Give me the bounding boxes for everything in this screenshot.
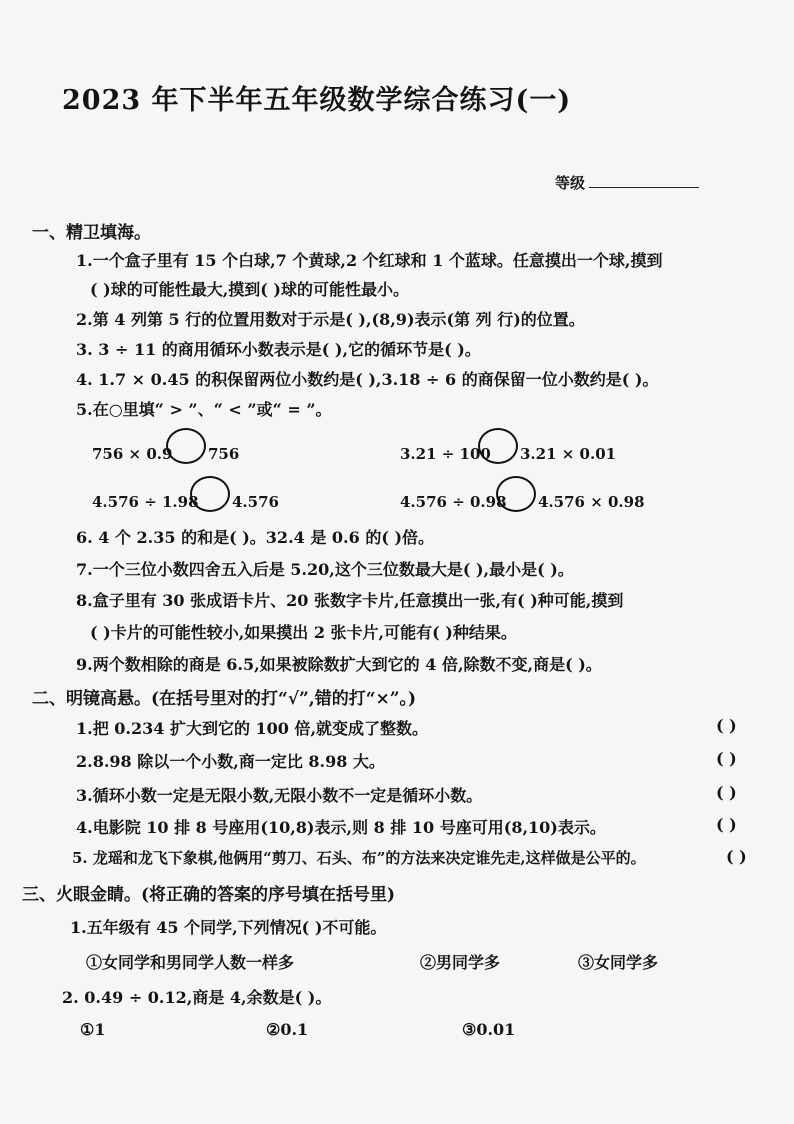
s2-item-3: 3.循环小数一定是无限小数,无限小数不一定是循环小数。 [76, 786, 483, 805]
compare-c-right: 4.576 [232, 493, 279, 511]
s2-item-1: 1.把 0.234 扩大到它的 100 倍,就变成了整数。 [76, 719, 429, 738]
s1-question-1a: 1.一个盒子里有 15 个白球,7 个黄球,2 个红球和 1 个蓝球。任意摸出一个球,摸到 [76, 251, 663, 270]
s1-question-9: 9.两个数相除的商是 6.5,如果被除数扩大到它的 4 倍,除数不变,商是( )。 [76, 655, 602, 674]
s2-answer-5[interactable]: ( ) [726, 847, 747, 866]
s3-q1-option-2: ②男同学多 [420, 953, 501, 972]
s1-question-4: 4. 1.7 × 0.45 的积保留两位小数约是( ),3.18 ÷ 6 的商保留一位小数约是( )。 [76, 370, 659, 389]
s3-q2-option-1: ①1 [80, 1020, 106, 1039]
compare-a-left: 756 × 0.9 [92, 445, 173, 463]
compare-d-right: 4.576 × 0.98 [538, 493, 645, 511]
s3-q1-option-3: ③女同学多 [578, 953, 659, 972]
section3-heading: 三、火眼金睛。(将正确的答案的序号填在括号里) [22, 885, 396, 905]
s3-q2-option-2: ②0.1 [266, 1020, 309, 1039]
s2-answer-1[interactable]: ( ) [716, 716, 737, 735]
grade-blank-line [589, 173, 699, 188]
s1-question-2: 2.第 4 列第 5 行的位置用数对于示是( ),(8,9)表示(第 列 行)的位置。 [76, 310, 585, 329]
page-title: 2023 年下半年五年级数学综合练习(一) [62, 85, 572, 116]
s1-question-7: 7.一个三位小数四舍五入后是 5.20,这个三位数最大是( ),最小是( )。 [76, 560, 574, 579]
compare-c-circle[interactable] [190, 476, 230, 512]
grade-label: 等级 [555, 174, 586, 192]
s3-question-1: 1.五年级有 45 个同学,下列情况( )不可能。 [70, 918, 387, 937]
s2-item-4: 4.电影院 10 排 8 号座用(10,8)表示,则 8 排 10 号座可用(8,10)表示。 [76, 818, 606, 837]
s2-answer-3[interactable]: ( ) [716, 783, 737, 802]
s1-question-3: 3. 3 ÷ 11 的商用循环小数表示是( ),它的循环节是( )。 [76, 340, 481, 359]
s2-answer-4[interactable]: ( ) [716, 815, 737, 834]
s2-answer-2[interactable]: ( ) [716, 749, 737, 768]
s1-question-5: 5.在○里填“ > ”、“ < ”或“ = ”。 [76, 400, 332, 419]
section1-heading: 一、精卫填海。 [32, 223, 151, 243]
compare-b-circle[interactable] [478, 428, 518, 464]
compare-d-left: 4.576 ÷ 0.98 [400, 493, 507, 511]
compare-d-circle[interactable] [496, 476, 536, 512]
compare-b-left: 3.21 ÷ 100 [400, 445, 491, 463]
compare-b-right: 3.21 × 0.01 [520, 445, 617, 463]
s3-q2-option-3: ③0.01 [462, 1020, 516, 1039]
compare-a-right: 756 [208, 445, 240, 463]
section2-heading: 二、明镜高悬。(在括号里对的打“√”,错的打“×”。) [32, 689, 417, 709]
s2-item-2: 2.8.98 除以一个小数,商一定比 8.98 大。 [76, 752, 385, 771]
s1-question-1b: ( )球的可能性最大,摸到( )球的可能性最小。 [90, 280, 409, 299]
s1-question-8a: 8.盒子里有 30 张成语卡片、20 张数字卡片,任意摸出一张,有( )种可能,摸到 [76, 591, 624, 610]
compare-c-left: 4.576 ÷ 1.98 [92, 493, 199, 511]
s1-question-6: 6. 4 个 2.35 的和是( )。32.4 是 0.6 的( )倍。 [76, 528, 435, 547]
s3-q1-option-1: ①女同学和男同学人数一样多 [86, 953, 295, 972]
compare-a-circle[interactable] [166, 428, 206, 464]
s1-question-8b: ( )卡片的可能性较小,如果摸出 2 张卡片,可能有( )种结果。 [90, 623, 517, 642]
s2-item-5: 5. 龙瑶和龙飞下象棋,他俩用“剪刀、石头、布”的方法来决定谁先走,这样做是公平的。 [72, 849, 646, 867]
grade-field [555, 172, 699, 193]
s3-question-2: 2. 0.49 ÷ 0.12,商是 4,余数是( )。 [62, 988, 332, 1007]
